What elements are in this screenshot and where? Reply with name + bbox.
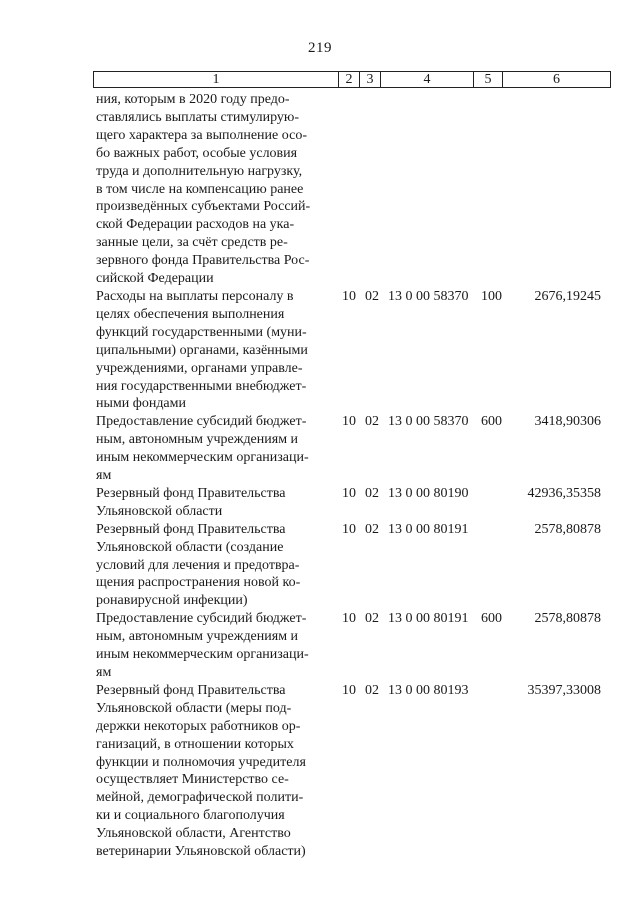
expense-type-code: 100	[481, 288, 502, 304]
target-article-code: 13 0 00 58370	[388, 414, 469, 430]
subsection-code: 02	[365, 288, 379, 304]
subsection-code: 02	[365, 414, 379, 430]
section-code: 10	[342, 288, 356, 304]
page-number: 219	[308, 40, 332, 56]
amount: 2676,19245	[534, 288, 601, 304]
table-row	[0, 91, 640, 288]
amount: 3418,90306	[534, 414, 601, 430]
table-row	[0, 485, 640, 521]
target-article-code: 13 0 00 80191	[388, 611, 469, 627]
table-row	[0, 413, 640, 485]
table-row	[0, 682, 640, 861]
header-col-6: 6	[553, 72, 560, 87]
row-description: Резервный фонд Правительства Ульяновской области (меры под- держки некоторых работников ор- ганизаций, в отношении которых функции и полномочия учредителя осуществляет Министерство се- мейной, демографической полити- ки и социального благополучия Ульяновской области, Агентство ветеринарии Ульяновской области)	[96, 682, 306, 860]
target-article-code: 13 0 00 80191	[388, 521, 469, 537]
header-col-4: 4	[381, 72, 474, 87]
section-code: 10	[342, 611, 356, 627]
row-description: Предоставление субсидий бюджет- ным, автономным учреждениям и иным некоммерческим организаци- ям	[96, 611, 309, 680]
expense-type-code: 600	[481, 414, 502, 430]
target-article-code: 13 0 00 58370	[388, 288, 469, 304]
target-article-code: 13 0 00 80190	[388, 485, 469, 501]
row-description: Резервный фонд Правительства Ульяновской области (создание условий для лечения и предотвра- щения распространения новой ко- ронавирусной инфекции)	[96, 521, 301, 609]
section-code: 10	[342, 682, 356, 698]
subsection-code: 02	[365, 611, 379, 627]
subsection-code: 02	[365, 521, 379, 537]
header-col-1: 1	[94, 72, 339, 87]
header-col-3: 3	[360, 72, 381, 87]
amount: 42936,35358	[527, 485, 601, 501]
subsection-code: 02	[365, 485, 379, 501]
header-col-5: 5	[474, 72, 503, 87]
amount: 2578,80878	[534, 521, 601, 537]
header-col-2: 2	[339, 72, 360, 87]
table-row	[0, 521, 640, 611]
table-body	[0, 91, 640, 861]
section-code: 10	[342, 414, 356, 430]
table-row	[0, 610, 640, 682]
row-description: Резервный фонд Правительства Ульяновской области	[96, 485, 286, 519]
expense-type-code: 600	[481, 611, 502, 627]
subsection-code: 02	[365, 682, 379, 698]
table-header	[93, 71, 611, 88]
target-article-code: 13 0 00 80193	[388, 682, 469, 698]
section-code: 10	[342, 521, 356, 537]
amount: 2578,80878	[534, 611, 601, 627]
amount: 35397,33008	[527, 682, 601, 698]
row-description: ния, которым в 2020 году предо- ставлялись выплаты стимулирую- щего характера за выполнение осо- бо важных работ, особые условия труда и дополнительную нагрузку, в том числе на компенсацию ранее произведённых субъектами Россий- ской Федерации расходов на ука- занные цели, за счёт средств ре- зервного фонда Правительства Рос- сийской Федерации	[96, 92, 311, 287]
row-description: Предоставление субсидий бюджет- ным, автономным учреждениям и иным некоммерческим организаци- ям	[96, 414, 309, 484]
row-description: Расходы на выплаты персоналу в целях обеспечения выполнения функций государственными (муни- ципальными) органами, казёнными учреждениями, органами управле- ния государственными внебюджет- ными фондами	[96, 288, 308, 412]
table-row	[0, 288, 640, 413]
section-code: 10	[342, 485, 356, 501]
